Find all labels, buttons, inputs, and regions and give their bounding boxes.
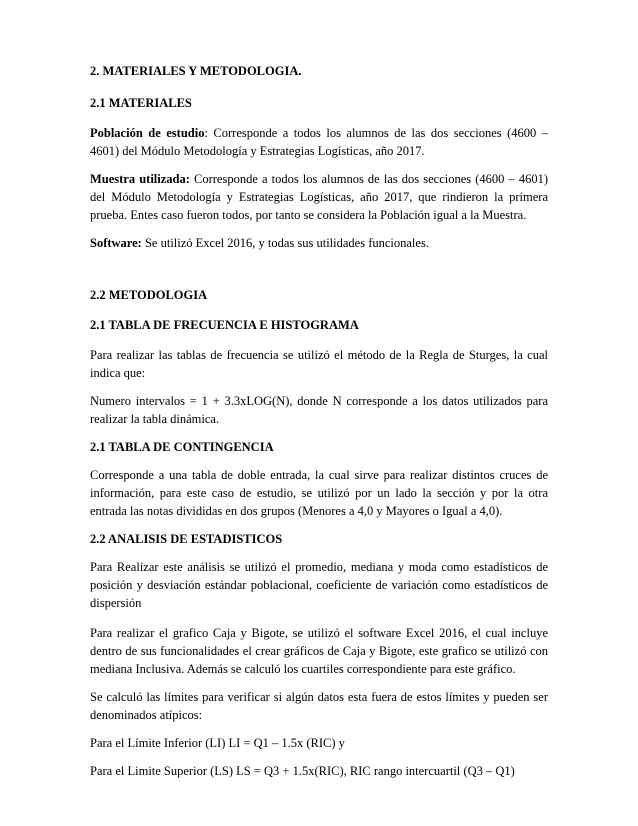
paragraph-muestra — [90, 170, 548, 224]
paragraph-software — [90, 234, 548, 252]
label-software: Software: — [90, 236, 142, 250]
heading-metodologia: 2.2 METODOLOGIA — [90, 288, 208, 302]
text-muestra: Corresponde a todos los alumnos de las dos secciones (4600 – 4601) del Módulo Metodología y Estrategias Logísticas, año 2017, que rindieron la primera prueba. Entes caso fueron todos, por tanto se considera la Población igual a la Muestra. — [90, 172, 548, 222]
text-poblacion: : Corresponde a todos los alumnos de las dos secciones (4600 – 4601) del Módulo Metodología y Estrategias Logísticas, año 2017. — [90, 126, 548, 158]
paragraph-sturges: Para realizar las tablas de frecuencia se utilizó el método de la Regla de Sturges, la cual indica que: — [90, 348, 548, 380]
heading-tabla-contingencia: 2.1 TABLA DE CONTINGENCIA — [90, 440, 274, 454]
paragraph-limite-superior: Para el Limite Superior (LS) LS = Q3 + 1.5x(RIC), RIC rango intercuartil (Q3 – Q1) — [90, 764, 515, 778]
heading-tabla-frecuencia: 2.1 TABLA DE FRECUENCIA E HISTOGRAMA — [90, 318, 359, 332]
heading-materiales: 2.1 MATERIALES — [90, 96, 192, 110]
label-poblacion: Población de estudio — [90, 126, 205, 140]
label-muestra: Muestra utilizada: — [90, 172, 190, 186]
paragraph-limite-inferior: Para el Límite Inferior (LI) LI = Q1 – 1.5x (RIC) y — [90, 736, 345, 750]
text-software: Se utilizó Excel 2016, y todas sus utilidades funcionales. — [141, 236, 429, 250]
heading-analisis-estadisticos: 2.2 ANALISIS DE ESTADISTICOS — [90, 532, 283, 546]
paragraph-estadisticos: Para Realizar este análisis se utilizó el promedio, mediana y moda como estadísticos de posición y desviación estándar poblacional, coeficiente de variación como estadísticos de dispersión — [90, 560, 548, 610]
document-page — [90, 62, 548, 780]
paragraph-poblacion — [90, 124, 548, 160]
paragraph-numero-intervalos: Numero intervalos = 1 + 3.3xLOG(N), donde N corresponde a los datos utilizados para realizar la tabla dinámica. — [90, 394, 548, 426]
heading-materiales-metodologia: 2. MATERIALES Y METODOLOGIA. — [90, 64, 302, 78]
paragraph-caja-bigote: Para realizar el grafico Caja y Bigote, se utilizó el software Excel 2016, el cual incluye dentro de sus funcionalidades el crear gráficos de Caja y Bigote, este grafico se utilizó con mediana Inclusiva. Además se calculó los cuartiles correspondiente para este gráfico. — [90, 626, 548, 676]
paragraph-limites: Se calculó las límites para verificar si algún datos esta fuera de estos límites y pueden ser denominados atípicos: — [90, 690, 548, 722]
paragraph-contingencia: Corresponde a una tabla de doble entrada, la cual sirve para realizar distintos cruces de información, para este caso de estudio, se utilizó por un lado la sección y por la otra entrada las notas divididas en dos grupos (Menores a 4,0 y Mayores o Igual a 4,0). — [90, 468, 548, 518]
